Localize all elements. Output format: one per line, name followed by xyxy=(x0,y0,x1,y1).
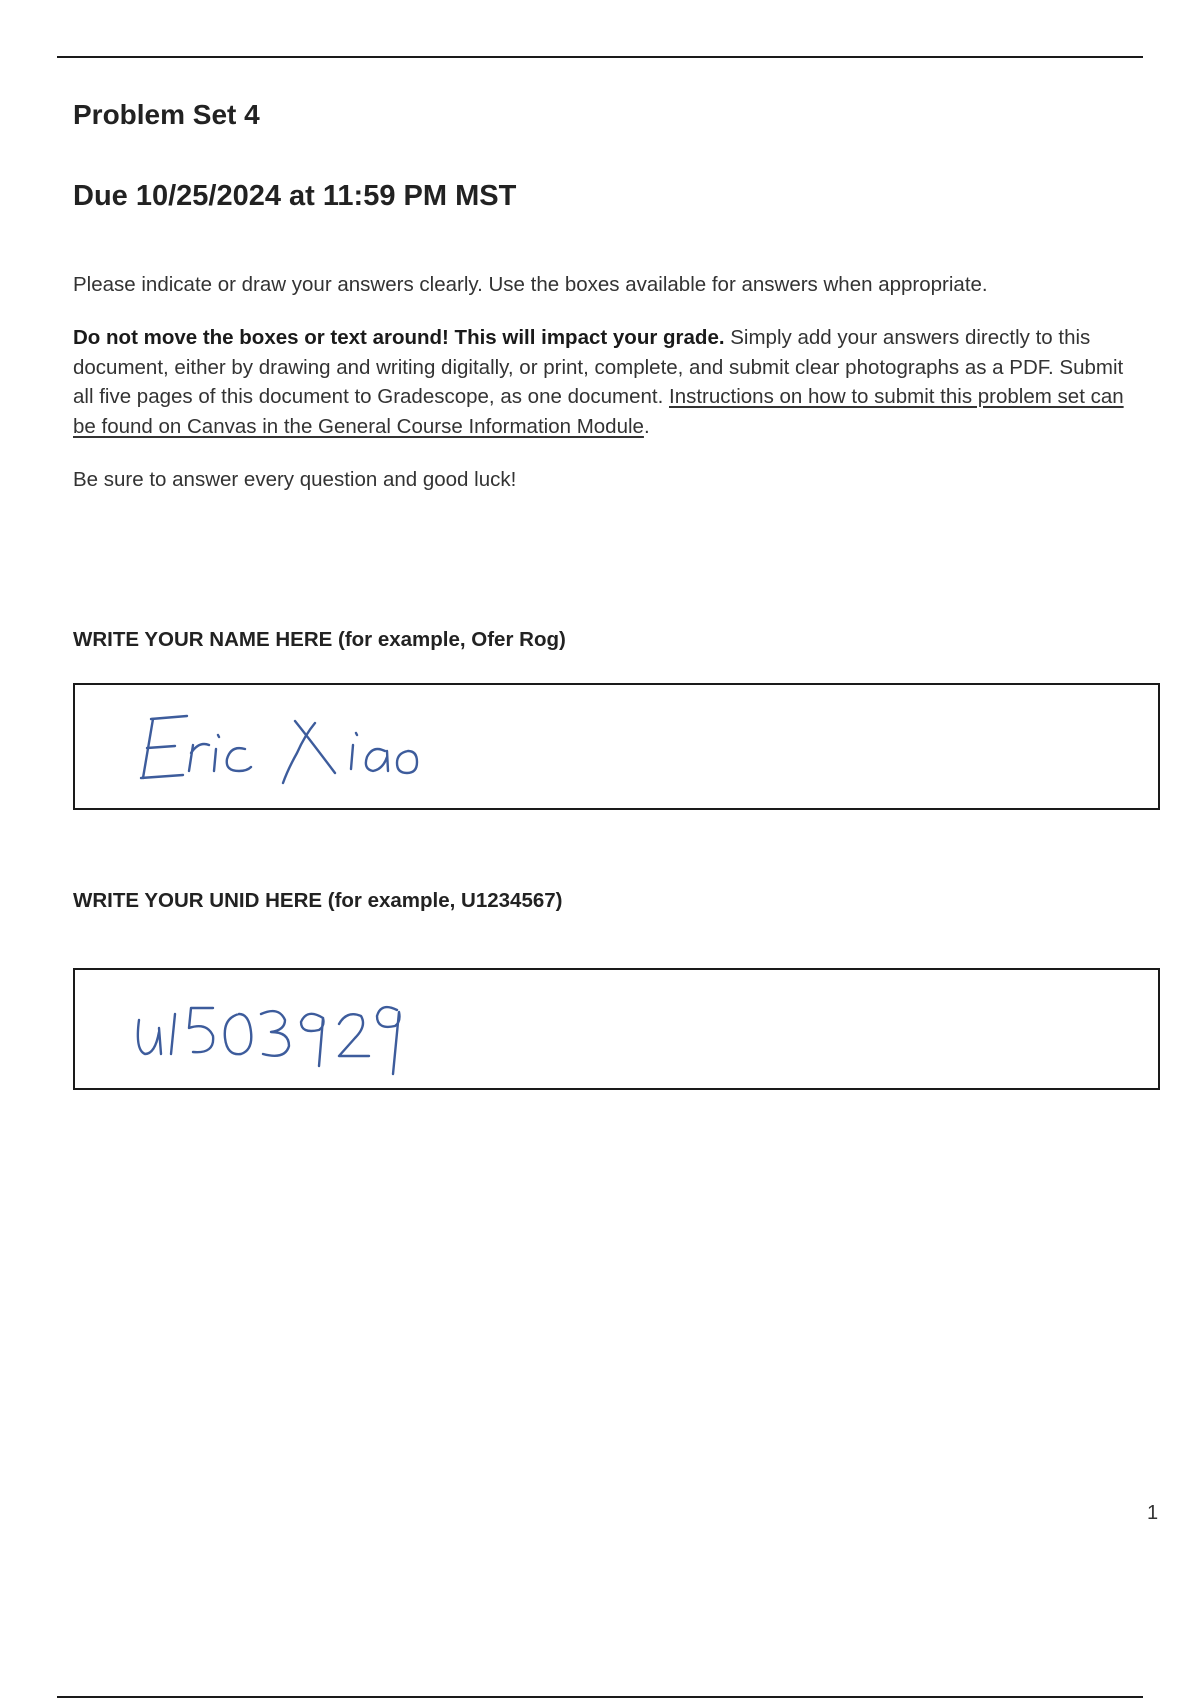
top-divider xyxy=(57,56,1143,58)
name-answer-box[interactable] xyxy=(73,683,1160,810)
instructions-paragraph-2 xyxy=(73,323,1141,441)
unid-field-label: WRITE YOUR UNID HERE (for example, U1234567) xyxy=(73,889,563,912)
unid-answer-box[interactable] xyxy=(73,968,1160,1090)
period: . xyxy=(643,414,650,438)
page-title: Problem Set 4 xyxy=(73,99,260,130)
submission-text: Simply add your answers directly to this document, either by drawing and writing digitally, or print, complete, and submit clear photographs as a PDF. Submit all five pages of this document to Gradescope, as one document. xyxy=(73,326,1124,408)
warning-text: Do not move the boxes or text around! This will impact your grade. xyxy=(73,326,725,349)
bottom-divider xyxy=(57,1696,1143,1698)
closing-text: Be sure to answer every question and good luck! xyxy=(73,468,517,491)
name-field-label: WRITE YOUR NAME HERE (for example, Ofer Rog) xyxy=(73,628,566,651)
canvas-instructions-link[interactable]: Instructions on how to submit this problem set can be found on Canvas in the General Course Information Module xyxy=(73,385,1124,438)
handwritten-unid xyxy=(75,970,1158,1088)
handwritten-name xyxy=(75,685,1158,808)
page-number: 1 xyxy=(1147,1502,1159,1524)
due-date: Due 10/25/2024 at 11:59 PM MST xyxy=(73,180,517,212)
instructions-paragraph-1: Please indicate or draw your answers clearly. Use the boxes available for answers when appropriate. xyxy=(73,273,988,296)
